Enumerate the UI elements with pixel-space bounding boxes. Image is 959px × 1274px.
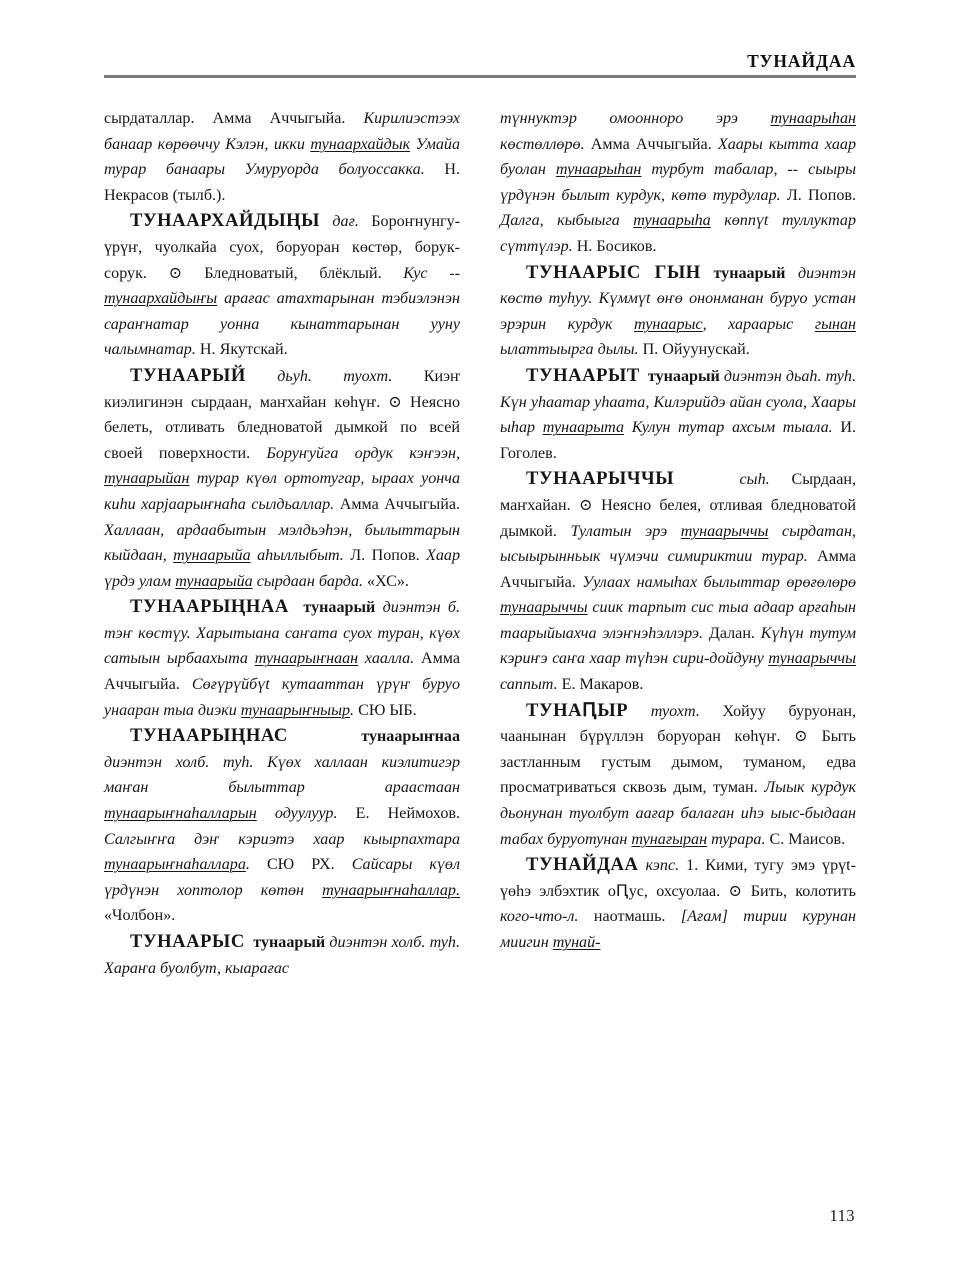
entry-grammar-label: диэнтэн б. тэҥ көстүу.: [104, 599, 461, 642]
citation-text: Халлаан, ардаабытын мэлдьэһэн, былыттарын кыйдаан,: [104, 521, 460, 565]
citation-keyword: тунаарыһан: [770, 110, 856, 127]
citation-text: ылаттыырга дылы.: [500, 341, 639, 359]
entry-grammar-label: [638, 857, 679, 874]
continuation-paragraph: [500, 106, 856, 260]
continuation-paragraph: [104, 106, 460, 208]
citation-source: Далан.: [703, 624, 761, 642]
citation-keyword: тунаарыйан: [104, 470, 190, 488]
citation-keyword: тунаарыҥнаан: [254, 650, 359, 668]
dictionary-entry: [500, 363, 856, 466]
citation-keyword: тунаарыһa: [633, 212, 711, 230]
dictionary-entry: [104, 594, 460, 723]
citation-source: Н. Якутскай.: [195, 341, 288, 359]
dictionary-entry: [500, 260, 856, 363]
entry-definition-sakha: Киэҥ киэлигинэн сырдаан, маҥхайан көһүҥ.: [104, 367, 461, 411]
entry-definition-sakha: Сырдаан, маҥхайан.: [500, 471, 856, 514]
citation-text: турара.: [707, 830, 766, 848]
citation-keyword: тунаархайдык: [310, 135, 411, 153]
running-head-title: ТУНАЙДАА: [747, 51, 856, 71]
citation-text: Күн уһаатар уһаата, Килэрийдэ айан суола, Хаары ыһар: [500, 393, 856, 437]
dictionary-entry: [104, 929, 460, 981]
entry-definition-russian: Неясно белеть, отливать бледноватой дымкой по всей своей поверхности.: [104, 393, 460, 462]
citation-keyword: тунаарыһан: [555, 161, 642, 179]
citation-source: «Чолбон».: [104, 907, 176, 925]
definition-bullet-icon: ⊙: [728, 882, 743, 900]
citation-keyword: тунаарыччы: [500, 599, 588, 617]
entry-definition-sakha: Хойуу буруонан, чаанынан бүрүллэн боруоран көһүҥ.: [500, 702, 856, 746]
entry-definition-russian: наотмашь.: [578, 908, 681, 926]
citation-text: Хаар үрдэ улам: [104, 547, 460, 590]
dictionary-entry: [104, 208, 460, 363]
citation-text: Хараҥа буолбут, кыарағас: [104, 959, 290, 977]
citation-text: Умайа турар банаары Умуруорда болуоссакка.: [104, 135, 461, 179]
citation-text: көстөллөрө.: [500, 135, 585, 153]
citation-source: Амма Аччыгыйа.: [104, 650, 460, 694]
citation-text: Далга, кыбыыга: [500, 212, 634, 230]
citation-text: Боруҥуйга ордук кэҥээн,: [266, 444, 460, 462]
grammar-abbrev: дьуһ. туохт.: [277, 367, 393, 385]
citation-text: Кус --: [403, 264, 460, 282]
definition-bullet-icon: ⊙: [578, 496, 593, 514]
sense-number: 1.: [679, 857, 699, 875]
citation-source: Л. Попов.: [343, 547, 427, 565]
citation-keyword: тунаарыҥнаһаллар.: [322, 881, 460, 899]
definition-bullet-icon: ⊙: [388, 393, 403, 411]
entry-reference-headword: тунаарыҥнаа: [361, 728, 460, 746]
citation-source: Л. Попов.: [780, 186, 856, 204]
citation-text: .: [245, 856, 250, 874]
definition-object-marker: кого-что-л.: [500, 908, 579, 926]
citation-source: СЮ ЫБ.: [354, 701, 417, 719]
entry-headword: ТУНААРЫҢНАА: [130, 596, 289, 618]
entry-reference-headword: тунаарый: [713, 264, 786, 282]
citation-source: Амма Аччыгыйа.: [334, 495, 461, 513]
entry-headword: ТУНАЙДАА: [526, 854, 639, 876]
citation-text: Күөх халлаан киэлитигэр маҥан былыттар араастаан: [104, 753, 460, 797]
definition-bullet-icon: ⊙: [794, 728, 808, 746]
citation-keyword: гынан: [814, 315, 857, 333]
citation-text: Күһүн тутум кэриҥэ саҥа хаар түһэн сири-дойдуну: [500, 624, 857, 668]
header-divider: [104, 75, 856, 78]
entry-headword: ТУНААРЫТ: [526, 364, 640, 386]
entry-headword: ТУНААРЫЙ: [130, 364, 246, 386]
citation-text: саппыт.: [500, 676, 558, 694]
entry-headword: ТУНААРЫС: [130, 931, 245, 952]
citation-keyword: тунағыран: [631, 830, 708, 848]
entry-headword: ТУНААРЫЧЧЫ: [526, 468, 675, 490]
column-left: [104, 106, 460, 1166]
entry-grammar-label: [246, 368, 393, 385]
citation-text: сырдатан, ысыырынньык чүмэчи симириктии турар.: [500, 522, 856, 566]
definition-bullet-icon: ⊙: [168, 264, 183, 282]
citation-text: Уулаах намыһах былыттар өрөғөлөрө: [582, 573, 857, 591]
citation-text: Салгыҥҥа дэҥ кэриэтэ хаар кыырпахтара: [104, 830, 460, 848]
entry-grammar-label: [674, 471, 770, 488]
citation-keyword: тунаарыйа: [173, 547, 251, 565]
citation-keyword: тунаарыччы: [768, 650, 856, 668]
entry-headword: ТУНААРЫС ГЫН: [526, 261, 701, 283]
citation-text: Лыык курдук дьонунан туолбут аағар балаған иһэ ыыс-быдаан табах буруотунан: [500, 779, 856, 848]
citation-source: Н. Некрасов (тылб.).: [104, 161, 460, 204]
grammar-abbrev: дағ.: [332, 213, 359, 231]
citation-keyword: тунаарыта: [542, 419, 624, 437]
citation-text: [Ағам] тирии курунан миигин: [500, 908, 856, 951]
citation-text: Харытыана саҥата суох туран, күөх сатыын ырбаахыта: [104, 624, 460, 668]
citation-text: хаалла.: [358, 650, 415, 668]
entry-definition-sakha: Бороҥнунгу-үрүҥ, чуолкайа суох, боруоран көстөр, борук-сорук.: [104, 213, 460, 282]
citation-keyword: тунаархайдыҥы: [104, 290, 218, 308]
entry-grammar-label: диэнтэн көстө туһуу.: [500, 264, 856, 308]
citation-source: «ХС».: [363, 572, 409, 590]
citation-keyword: тунаарыҥнаһаллара: [104, 856, 246, 874]
citation-text: Сайсары күөл үрдүнэн хоптолор көтөн: [104, 856, 460, 899]
citation-source: Амма Аччыгыйа.: [500, 548, 856, 591]
citation-text: , хараарыс: [702, 315, 815, 333]
entry-definition-sakha: Кими, тугу эмэ үрүt-үөһэ элбэхтик оԤус, охсуолаа.: [500, 857, 857, 900]
citation-text: турар күөл ортотугар, ыраах уонча киһи харjaapыҥнаһa сылдьаллар.: [104, 470, 460, 513]
grammar-abbrev: сыһ.: [739, 471, 770, 489]
citation-text: аһыллыбыт.: [250, 547, 344, 565]
citation-text: Хаары кытта хаар буолан: [500, 135, 856, 179]
citation-source: СЮ РХ.: [249, 856, 352, 874]
entry-definition-russian: Неясно белея, отливая бледноватой дымкой.: [500, 496, 856, 540]
citation-keyword: тунаарыйа: [175, 572, 253, 590]
citation-text: арағас атахтарынан тэбиэлэнэн сараҥнатар уонна кынаттарынан ууну чалымнатар.: [104, 290, 460, 359]
entry-headword: ТУНААРЫҢНАС: [130, 725, 288, 747]
entry-reference-headword: тунаарый: [303, 599, 376, 617]
citation-source: И. Гоголев.: [500, 419, 856, 462]
citation-keyword: тунаарыҥнаһалларын: [104, 805, 257, 823]
entry-definition-russian: Быть застланным густым дымом, туманом, едва просматриваться сквозь дым, туман.: [500, 728, 856, 797]
citation-text: одуулуур.: [256, 805, 338, 823]
entry-grammar-label: диэнтэн холб. туһ.: [325, 934, 461, 951]
entry-reference-headword: тунаарый: [253, 934, 326, 951]
citation-text: .: [350, 701, 355, 719]
citation-keyword: тунаарыс: [634, 315, 703, 333]
grammar-abbrev: туохт.: [650, 702, 700, 720]
entry-definition-russian: Бить, колотить: [742, 882, 856, 900]
page-number: 113: [829, 1206, 855, 1225]
dictionary-entry: [104, 363, 460, 594]
dictionary-entry: [104, 723, 460, 929]
citation-keyword: тунаарыҥныыр: [240, 701, 351, 719]
citation-source: П. Ойуунускай.: [638, 341, 750, 359]
entry-grammar-label: диэнтэн дьаһ. туһ.: [719, 367, 856, 385]
citation-text: түннуктэр омоонноро эрэ: [500, 110, 771, 127]
dictionary-entry: [500, 852, 856, 955]
continuation-text: сырдаталлар. Амма Аччыгыйа.: [104, 110, 364, 127]
citation-text: көппүt туллуктар сүттүлэр.: [500, 212, 856, 255]
running-head: [104, 52, 856, 78]
citation-source: Амма Аччыгыйа.: [584, 135, 718, 153]
entry-headword: ТУНААРХАЙДЫҢЫ: [130, 210, 320, 232]
citation-source: Н. Босиков.: [572, 237, 657, 255]
citation-source: Е. Неймохов.: [337, 805, 460, 823]
citation-text: Кулун тутар ахсым тыала.: [624, 419, 833, 437]
citation-text: Сөғүрүйбүt кутааттан үрүҥ буруо унааран тыа диэки: [104, 676, 460, 719]
citation-text: Тулатын эрэ: [570, 522, 681, 540]
column-right: [500, 106, 856, 1166]
entry-headword: ТУНАԤЫР: [526, 699, 629, 721]
entry-grammar-label: [320, 213, 359, 230]
dictionary-entry: [500, 466, 856, 697]
entry-grammar-label: [628, 703, 700, 720]
citation-text: турбут табалар, -- сыыры үрдүнэн былыт курдук, көтө турдулар.: [500, 161, 856, 204]
citation-keyword: тунаарыччы: [680, 522, 769, 540]
citation-text: Күммүt өҥө ононманан буруо устан эрэрин курдук: [500, 290, 856, 333]
citation-text: сырдаан барда.: [252, 572, 364, 590]
dictionary-entry: [500, 698, 856, 853]
entry-reference-headword: тунаарый: [647, 367, 720, 385]
grammar-abbrev: кэпс.: [645, 857, 680, 875]
citation-text: Кирилиэстээх банаар көрөөччу Кэлэн, икки: [104, 110, 460, 153]
citation-keyword: тунай-: [552, 934, 601, 951]
body-columns: [104, 106, 856, 1166]
entry-definition-russian: Бледноватый, блёклый.: [182, 264, 404, 282]
citation-text: сиик тарпыт сис тыа адаар арғаһын таарыйыахча элэҥнэһэллэрэ.: [500, 599, 856, 642]
citation-source: С. Маисов.: [765, 830, 846, 848]
entry-grammar-label: диэнтэн холб. туһ.: [104, 753, 268, 771]
citation-source: Е. Макаров.: [557, 676, 644, 694]
